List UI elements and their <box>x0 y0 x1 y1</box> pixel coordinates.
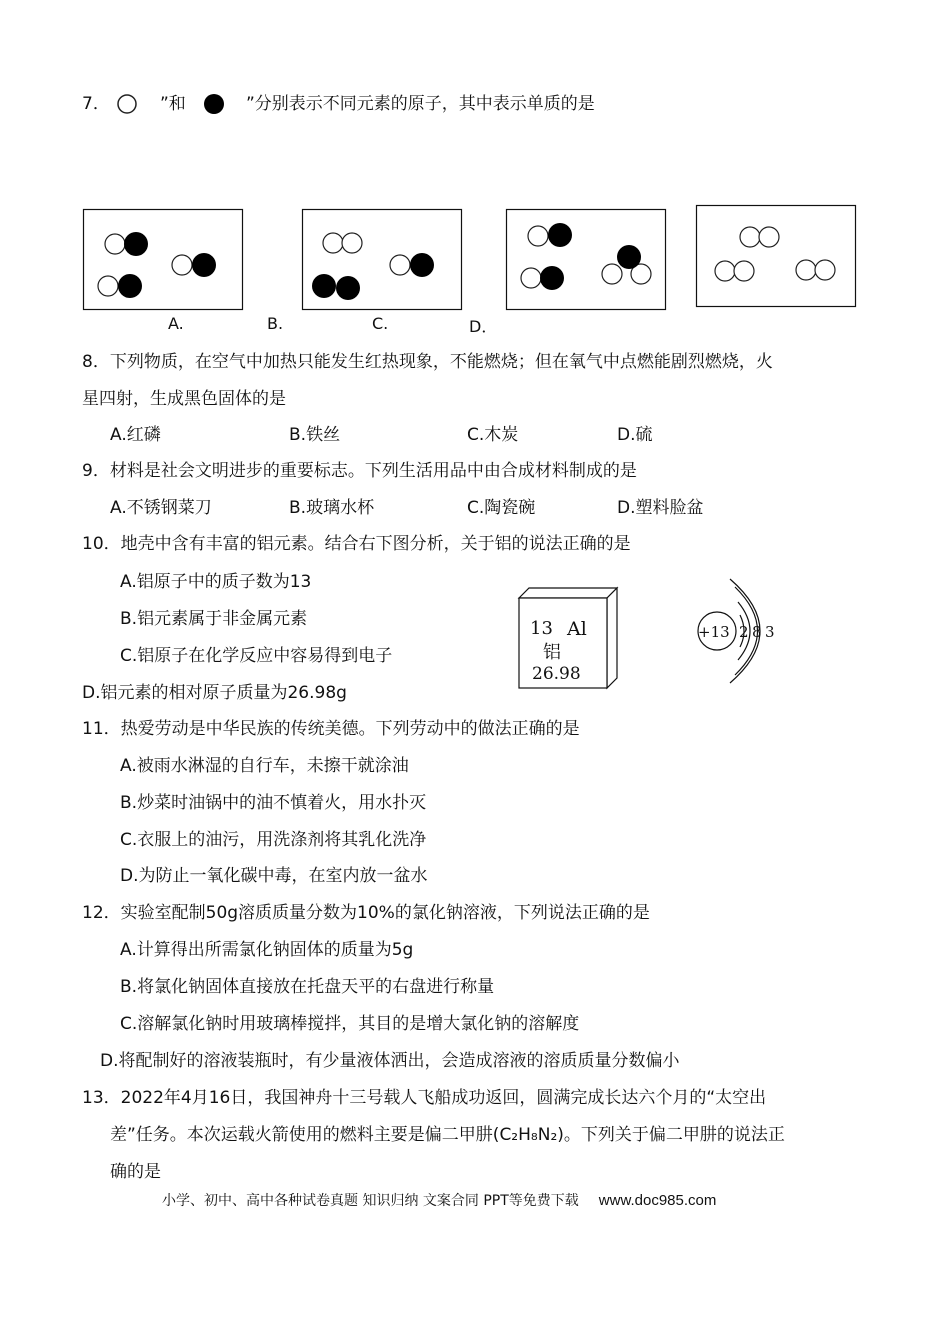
q8-line1: 8．下列物质，在空气中加热只能发生红热现象，不能燃烧；但在氧气中点燃能剧烈燃烧，火 <box>82 352 773 372</box>
q11-option-c: C.衣服上的油污，用洗涤剂将其乳化洗净 <box>120 830 427 850</box>
q12-option-b: B.将氯化钠固体直接放在托盘天平的右盘进行称量 <box>120 977 495 997</box>
q7-label-c: C. <box>372 314 389 333</box>
white-atom-icon <box>116 93 138 115</box>
diagram-b <box>302 209 462 310</box>
diagram-a <box>83 209 243 310</box>
q8-line2: 星四射，生成黑色固体的是 <box>82 389 286 409</box>
element-number: 13 <box>530 618 553 639</box>
q8-option-a: A.红磷 <box>110 425 161 445</box>
q7-and: ”和 <box>160 94 186 114</box>
q13-line3: 确的是 <box>110 1162 161 1182</box>
q9-option-d: D.塑料脸盆 <box>617 498 704 518</box>
q9-line1: 9．材料是社会文明进步的重要标志。下列生活用品中由合成材料制成的是 <box>82 461 637 481</box>
q11-option-a: A.被雨水淋湿的自行车，未擦干就涂油 <box>120 756 409 776</box>
q9-option-a: A.不锈钢菜刀 <box>110 498 212 518</box>
q7-label-d: D． <box>469 317 498 336</box>
page-footer <box>162 1190 716 1210</box>
q10-option-d: D.铝元素的相对原子质量为26.98g <box>82 683 347 703</box>
q7-stem <box>82 92 110 116</box>
q10-line1: 10．地壳中含有丰富的铝元素。结合右下图分析，关于铝的说法正确的是 <box>82 534 631 554</box>
q10-option-b: B.铝元素属于非金属元素 <box>120 609 308 629</box>
q13-line1: 13．2022年4月16日，我国神舟十三号载人飞船成功返回，圆满完成长达六个月的“太空出 <box>82 1088 767 1108</box>
q12-line1: 12．实验室配制50g溶质质量分数为10%的氯化钠溶液，下列说法正确的是 <box>82 903 650 923</box>
element-name: 铝 <box>543 642 561 663</box>
diagram-d <box>696 205 856 307</box>
atom-nucleus: +13 <box>698 623 730 641</box>
q7-rest: ”分别表示不同元素的原子，其中表示单质的是 <box>246 94 595 114</box>
q12-option-a: A.计算得出所需氯化钠固体的质量为5g <box>120 940 414 960</box>
atom-shell-2: 8 <box>752 623 762 641</box>
q9-option-c: C.陶瓷碗 <box>467 498 536 518</box>
footer-text: 小学、初中、高中各种试卷真题 知识归纳 文案合同 PPT等免费下载 <box>162 1193 579 1209</box>
q10-option-a: A.铝原子中的质子数为13 <box>120 572 312 592</box>
diagram-c <box>506 209 666 310</box>
q11-option-d: D.为防止一氧化碳中毒，在室内放一盆水 <box>120 866 428 886</box>
q7-label-a: A. <box>168 314 184 333</box>
q12-option-c: C.溶解氯化钠时用玻璃棒搅拌，其目的是增大氯化钠的溶解度 <box>120 1014 580 1034</box>
q12-option-d: D.将配制好的溶液装瓶时，有少量液体洒出，会造成溶液的溶质质量分数偏小 <box>100 1051 680 1071</box>
q11-option-b: B.炒菜时油锅中的油不慎着火，用水扑灭 <box>120 793 427 813</box>
q7-number: 7． <box>82 94 110 114</box>
footer-link[interactable]: www.doc985.com <box>598 1192 717 1209</box>
q9-option-b: B.玻璃水杯 <box>289 498 375 518</box>
atom-shell-3: 3 <box>765 623 775 641</box>
q7-label-b: B. <box>267 314 284 333</box>
q8-option-c: C.木炭 <box>467 425 519 445</box>
q8-option-d: D.硫 <box>617 425 653 445</box>
q13-line2: 差”任务。本次运载火箭使用的燃料主要是偏二甲肼(C₂H₈N₂)。下列关于偏二甲肼的说法正 <box>110 1125 785 1145</box>
q10-option-c: C.铝原子在化学反应中容易得到电子 <box>120 646 393 666</box>
q8-option-b: B.铁丝 <box>289 425 341 445</box>
black-atom-icon <box>203 93 225 115</box>
element-mass: 26.98 <box>532 664 581 684</box>
atom-shell-1: 2 <box>739 623 749 641</box>
q11-line1: 11．热爱劳动是中华民族的传统美德。下列劳动中的做法正确的是 <box>82 719 580 739</box>
element-symbol: Al <box>567 618 587 640</box>
